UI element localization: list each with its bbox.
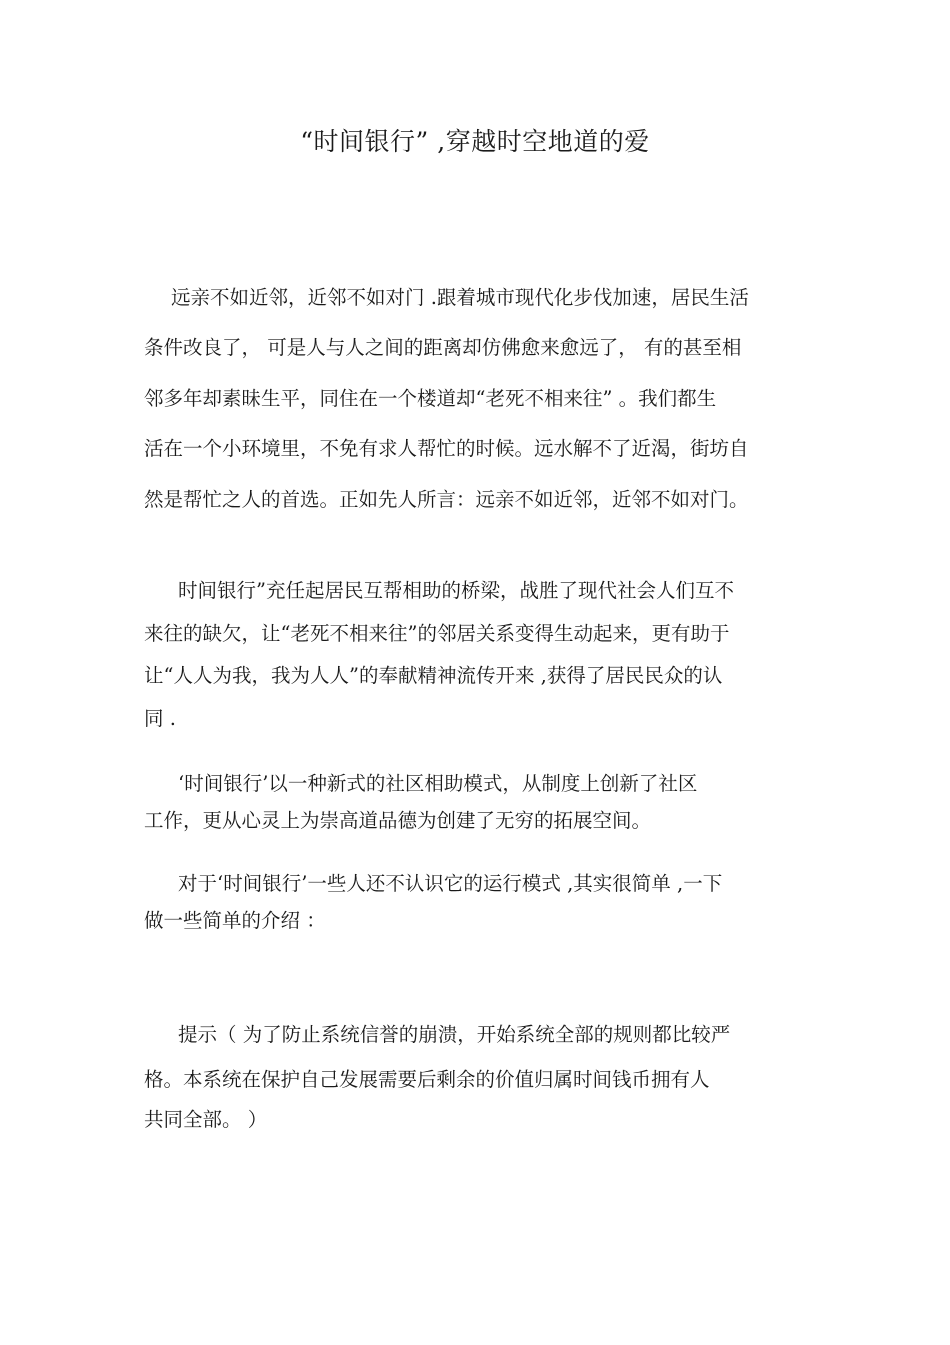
- paragraph-1-line-2: 条件改良了， 可是人与人之间的距离却仿佛愈来愈远了， 有的甚至相: [144, 336, 742, 359]
- paragraph-2-line-4: 同 .: [144, 707, 176, 730]
- paragraph-4-line-2: 做一些简单的介绍 ：: [144, 909, 326, 932]
- paragraph-1-line-4: 活在一个小环境里，不免有求人帮忙的时候。远水解不了近渴，街坊自: [144, 437, 749, 460]
- paragraph-3-line-2: 工作，更从心灵上为崇高道品德为创建了无穷的拓展空间。: [144, 809, 652, 832]
- paragraph-1-line-3: 邻多年却素昧生平，同住在一个楼道却“老死不相来往” 。我们都生: [144, 387, 717, 410]
- paragraph-5-line-1: 提示（ 为了防止系统信誉的崩溃，开始系统全部的规则都比较严: [178, 1023, 731, 1046]
- paragraph-4-line-1: 对于‘时间银行’一些人还不认识它的运行模式 ,其实很简单 ,一下: [178, 872, 723, 895]
- paragraph-3-line-1: ‘时间银行’以一种新式的社区相助模式，从制度上创新了社区: [178, 772, 698, 795]
- paragraph-2-line-2: 来往的缺欠，让“老死不相来往”的邻居关系变得生动起来，更有助于: [144, 622, 730, 645]
- paragraph-2-line-1: 时间银行”充任起居民互帮相助的桥梁，战胜了现代社会人们互不: [178, 579, 734, 602]
- document-title: “时间银行” ,穿越时空地道的爱: [300, 127, 650, 156]
- paragraph-1-line-5: 然是帮忙之人的首选。正如先人所言：远亲不如近邻，近邻不如对门。: [144, 488, 749, 511]
- paragraph-5-line-3: 共同全部。 ）: [144, 1108, 268, 1131]
- paragraph-1-line-1: 远亲不如近邻，近邻不如对门 .跟着城市现代化步伐加速，居民生活: [171, 286, 749, 309]
- paragraph-2-line-3: 让“人人为我，我为人人”的奉献精神流传开来 ,获得了居民民众的认: [144, 664, 723, 687]
- paragraph-5-line-2: 格。本系统在保护自己发展需要后剩余的价值归属时间钱币拥有人: [144, 1068, 710, 1091]
